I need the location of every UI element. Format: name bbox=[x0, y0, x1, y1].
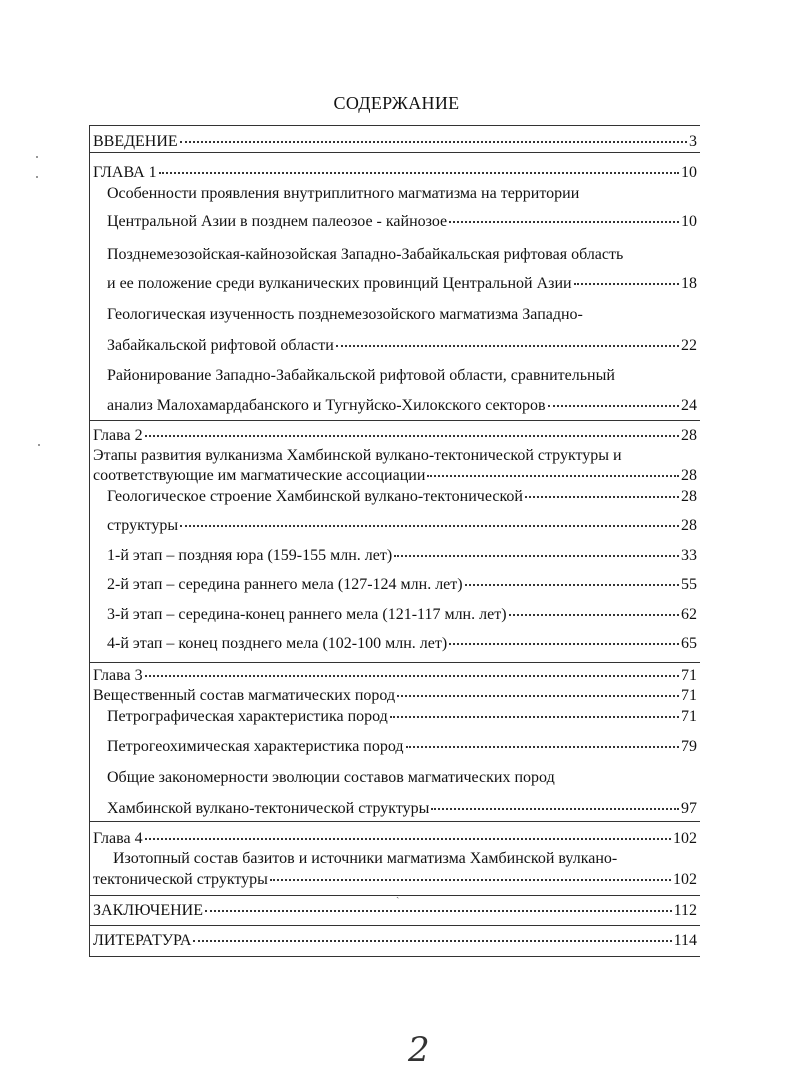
toc-page: 71 bbox=[681, 708, 697, 725]
toc-text: Петрогеохимическая характеристика пород bbox=[107, 738, 404, 755]
dot-leader bbox=[205, 909, 672, 912]
toc-page: 112 bbox=[673, 902, 697, 919]
dot-leader bbox=[145, 674, 679, 677]
dot-leader bbox=[509, 613, 679, 616]
toc-text: тектонической структуры bbox=[93, 871, 268, 888]
toc-entry-chapter-4 bbox=[93, 829, 697, 849]
toc-entry-chapter-2-title bbox=[93, 466, 697, 486]
toc-page: 79 bbox=[681, 738, 697, 755]
toc-entry-stage-1 bbox=[107, 546, 697, 566]
toc-text: Забайкальской рифтовой области bbox=[107, 337, 334, 354]
toc-page: 102 bbox=[673, 871, 697, 888]
toc-page: 71 bbox=[681, 667, 697, 684]
scan-speck bbox=[36, 176, 38, 178]
toc-line: Особенности проявления внутриплитного магматизма на территории bbox=[107, 185, 580, 202]
toc-text: ЗАКЛЮЧЕНИЕ bbox=[93, 902, 203, 919]
toc-page: 33 bbox=[681, 547, 697, 564]
toc-page: 28 bbox=[681, 467, 697, 484]
frame-left-border bbox=[89, 125, 90, 957]
toc-entry-chapter-1 bbox=[93, 163, 697, 183]
toc-text: 1-й этап – поздняя юра (159-155 млн. лет) bbox=[107, 547, 393, 564]
toc-text: Центральной Азии в позднем палеозое - кайнозое bbox=[107, 213, 448, 230]
toc-text: Вещественный состав магматических пород bbox=[93, 687, 396, 704]
toc-page: 28 bbox=[681, 517, 697, 534]
dot-leader bbox=[270, 878, 671, 881]
toc-text: 2-й этап – середина раннего мела (127-124 млн. лет) bbox=[107, 576, 463, 593]
rule-concl bbox=[89, 895, 700, 896]
toc-text: Геологическое строение Хамбинской вулкано-тектонической bbox=[107, 488, 523, 505]
toc-entry-chapter-2 bbox=[93, 426, 697, 446]
dot-leader bbox=[193, 939, 671, 942]
toc-entry-stage-3 bbox=[107, 605, 697, 625]
toc-entry-section-3-3 bbox=[107, 799, 697, 819]
toc-entry-chapter-3 bbox=[93, 666, 697, 686]
toc-line: Этапы развития вулканизма Хамбинской вулкано-тектонической структуры и bbox=[93, 447, 622, 464]
page-number: 2 bbox=[408, 1030, 430, 1070]
toc-page: 18 bbox=[681, 275, 697, 292]
dot-leader bbox=[180, 524, 679, 527]
rule-top bbox=[89, 125, 700, 126]
dot-leader bbox=[397, 694, 679, 697]
scan-mark: ˎ bbox=[396, 888, 400, 899]
toc-entry-chapter-3-title bbox=[93, 686, 697, 706]
rule-refs bbox=[89, 925, 700, 926]
toc-text: 3-й этап – середина-конец раннего мела (121-117 млн. лет) bbox=[107, 606, 507, 623]
dot-leader bbox=[336, 344, 679, 347]
toc-text: структуры bbox=[107, 517, 179, 534]
toc-text: Хамбинской вулкано-тектонической структуры bbox=[107, 800, 430, 817]
toc-entry-section-2-1-cont bbox=[107, 516, 697, 536]
dot-leader bbox=[574, 282, 679, 285]
toc-page: 97 bbox=[681, 800, 697, 817]
toc-text: Глава 3 bbox=[93, 667, 143, 684]
scan-speck bbox=[38, 444, 40, 446]
toc-line: Общие закономерности эволюции составов магматических пород bbox=[107, 769, 555, 786]
toc-page: 65 bbox=[681, 635, 697, 652]
toc-text: анализ Малохамардабанского и Тугнуйско-Хилокского секторов bbox=[107, 397, 546, 414]
toc-entry-conclusion bbox=[93, 901, 697, 921]
toc-entry-section-1-3 bbox=[107, 336, 697, 356]
toc-page: 24 bbox=[681, 397, 697, 414]
toc-page: 28 bbox=[681, 488, 697, 505]
toc-line: Изотопный состав базитов и источники магматизма Хамбинской вулкано- bbox=[113, 850, 618, 867]
dot-leader bbox=[394, 554, 679, 557]
toc-text: Петрографическая характеристика пород bbox=[107, 708, 388, 725]
toc-entry-section-1-4 bbox=[107, 396, 697, 416]
toc-page: 22 bbox=[681, 337, 697, 354]
toc-entry-intro bbox=[93, 132, 697, 152]
rule-ch3 bbox=[89, 662, 700, 663]
dot-leader bbox=[449, 642, 679, 645]
toc-line: Геологическая изученность позднемезозойского магматизма Западно- bbox=[107, 306, 583, 323]
toc-entry-stage-4 bbox=[107, 634, 697, 654]
toc-text: Глава 4 bbox=[93, 830, 143, 847]
toc-text: 4-й этап – конец позднего мела (102-100 млн. лет) bbox=[107, 635, 448, 652]
toc-text: Глава 2 bbox=[93, 427, 143, 444]
toc-page: 3 bbox=[689, 133, 697, 150]
dot-leader bbox=[465, 583, 679, 586]
toc-page: 55 bbox=[681, 576, 697, 593]
toc-page: 102 bbox=[673, 830, 697, 847]
dot-leader bbox=[145, 434, 679, 437]
dot-leader bbox=[431, 807, 679, 810]
rule-ch2 bbox=[89, 420, 700, 421]
rule-bottom bbox=[89, 956, 700, 957]
document-title: СОДЕРЖАНИЕ bbox=[333, 93, 460, 113]
toc-entry-section-2-1 bbox=[107, 487, 697, 507]
toc-entry-stage-2 bbox=[107, 575, 697, 595]
rule-after-intro bbox=[89, 152, 700, 153]
toc-entry-references bbox=[93, 931, 697, 951]
scan-speck bbox=[36, 156, 38, 158]
dot-leader bbox=[180, 140, 687, 143]
dot-leader bbox=[159, 171, 679, 174]
dot-leader bbox=[548, 404, 679, 407]
toc-text: и ее положение среди вулканических провинций Центральной Азии bbox=[107, 275, 572, 292]
toc-page: 71 bbox=[681, 687, 697, 704]
toc-text: ГЛАВА 1 bbox=[93, 164, 157, 181]
toc-entry-section-1-2 bbox=[107, 274, 697, 294]
dot-leader bbox=[145, 837, 671, 840]
toc-text: ЛИТЕРАТУРА bbox=[93, 932, 192, 949]
dot-leader bbox=[449, 220, 679, 223]
toc-line: Позднемезозойская-кайнозойская Западно-Забайкальская рифтовая область bbox=[107, 246, 624, 263]
dot-leader bbox=[525, 495, 679, 498]
toc-page: 28 bbox=[681, 427, 697, 444]
toc-page: 62 bbox=[681, 606, 697, 623]
toc-text: ВВЕДЕНИЕ bbox=[93, 133, 178, 150]
toc-entry-section-3-1 bbox=[107, 707, 697, 727]
dot-leader bbox=[390, 715, 679, 718]
rule-ch4 bbox=[89, 821, 700, 822]
toc-entry-section-4-1 bbox=[93, 870, 697, 890]
toc-line: Районирование Западно-Забайкальской рифтовой области, сравнительный bbox=[107, 367, 615, 384]
dot-leader bbox=[406, 745, 679, 748]
toc-page: 10 bbox=[681, 164, 697, 181]
toc-entry-section-1-1 bbox=[107, 212, 697, 232]
toc-entry-section-3-2 bbox=[107, 737, 697, 757]
dot-leader bbox=[427, 474, 679, 477]
toc-page: 10 bbox=[681, 213, 697, 230]
toc-page: 114 bbox=[673, 932, 697, 949]
toc-text: соответствующие им магматические ассоциации bbox=[93, 467, 426, 484]
